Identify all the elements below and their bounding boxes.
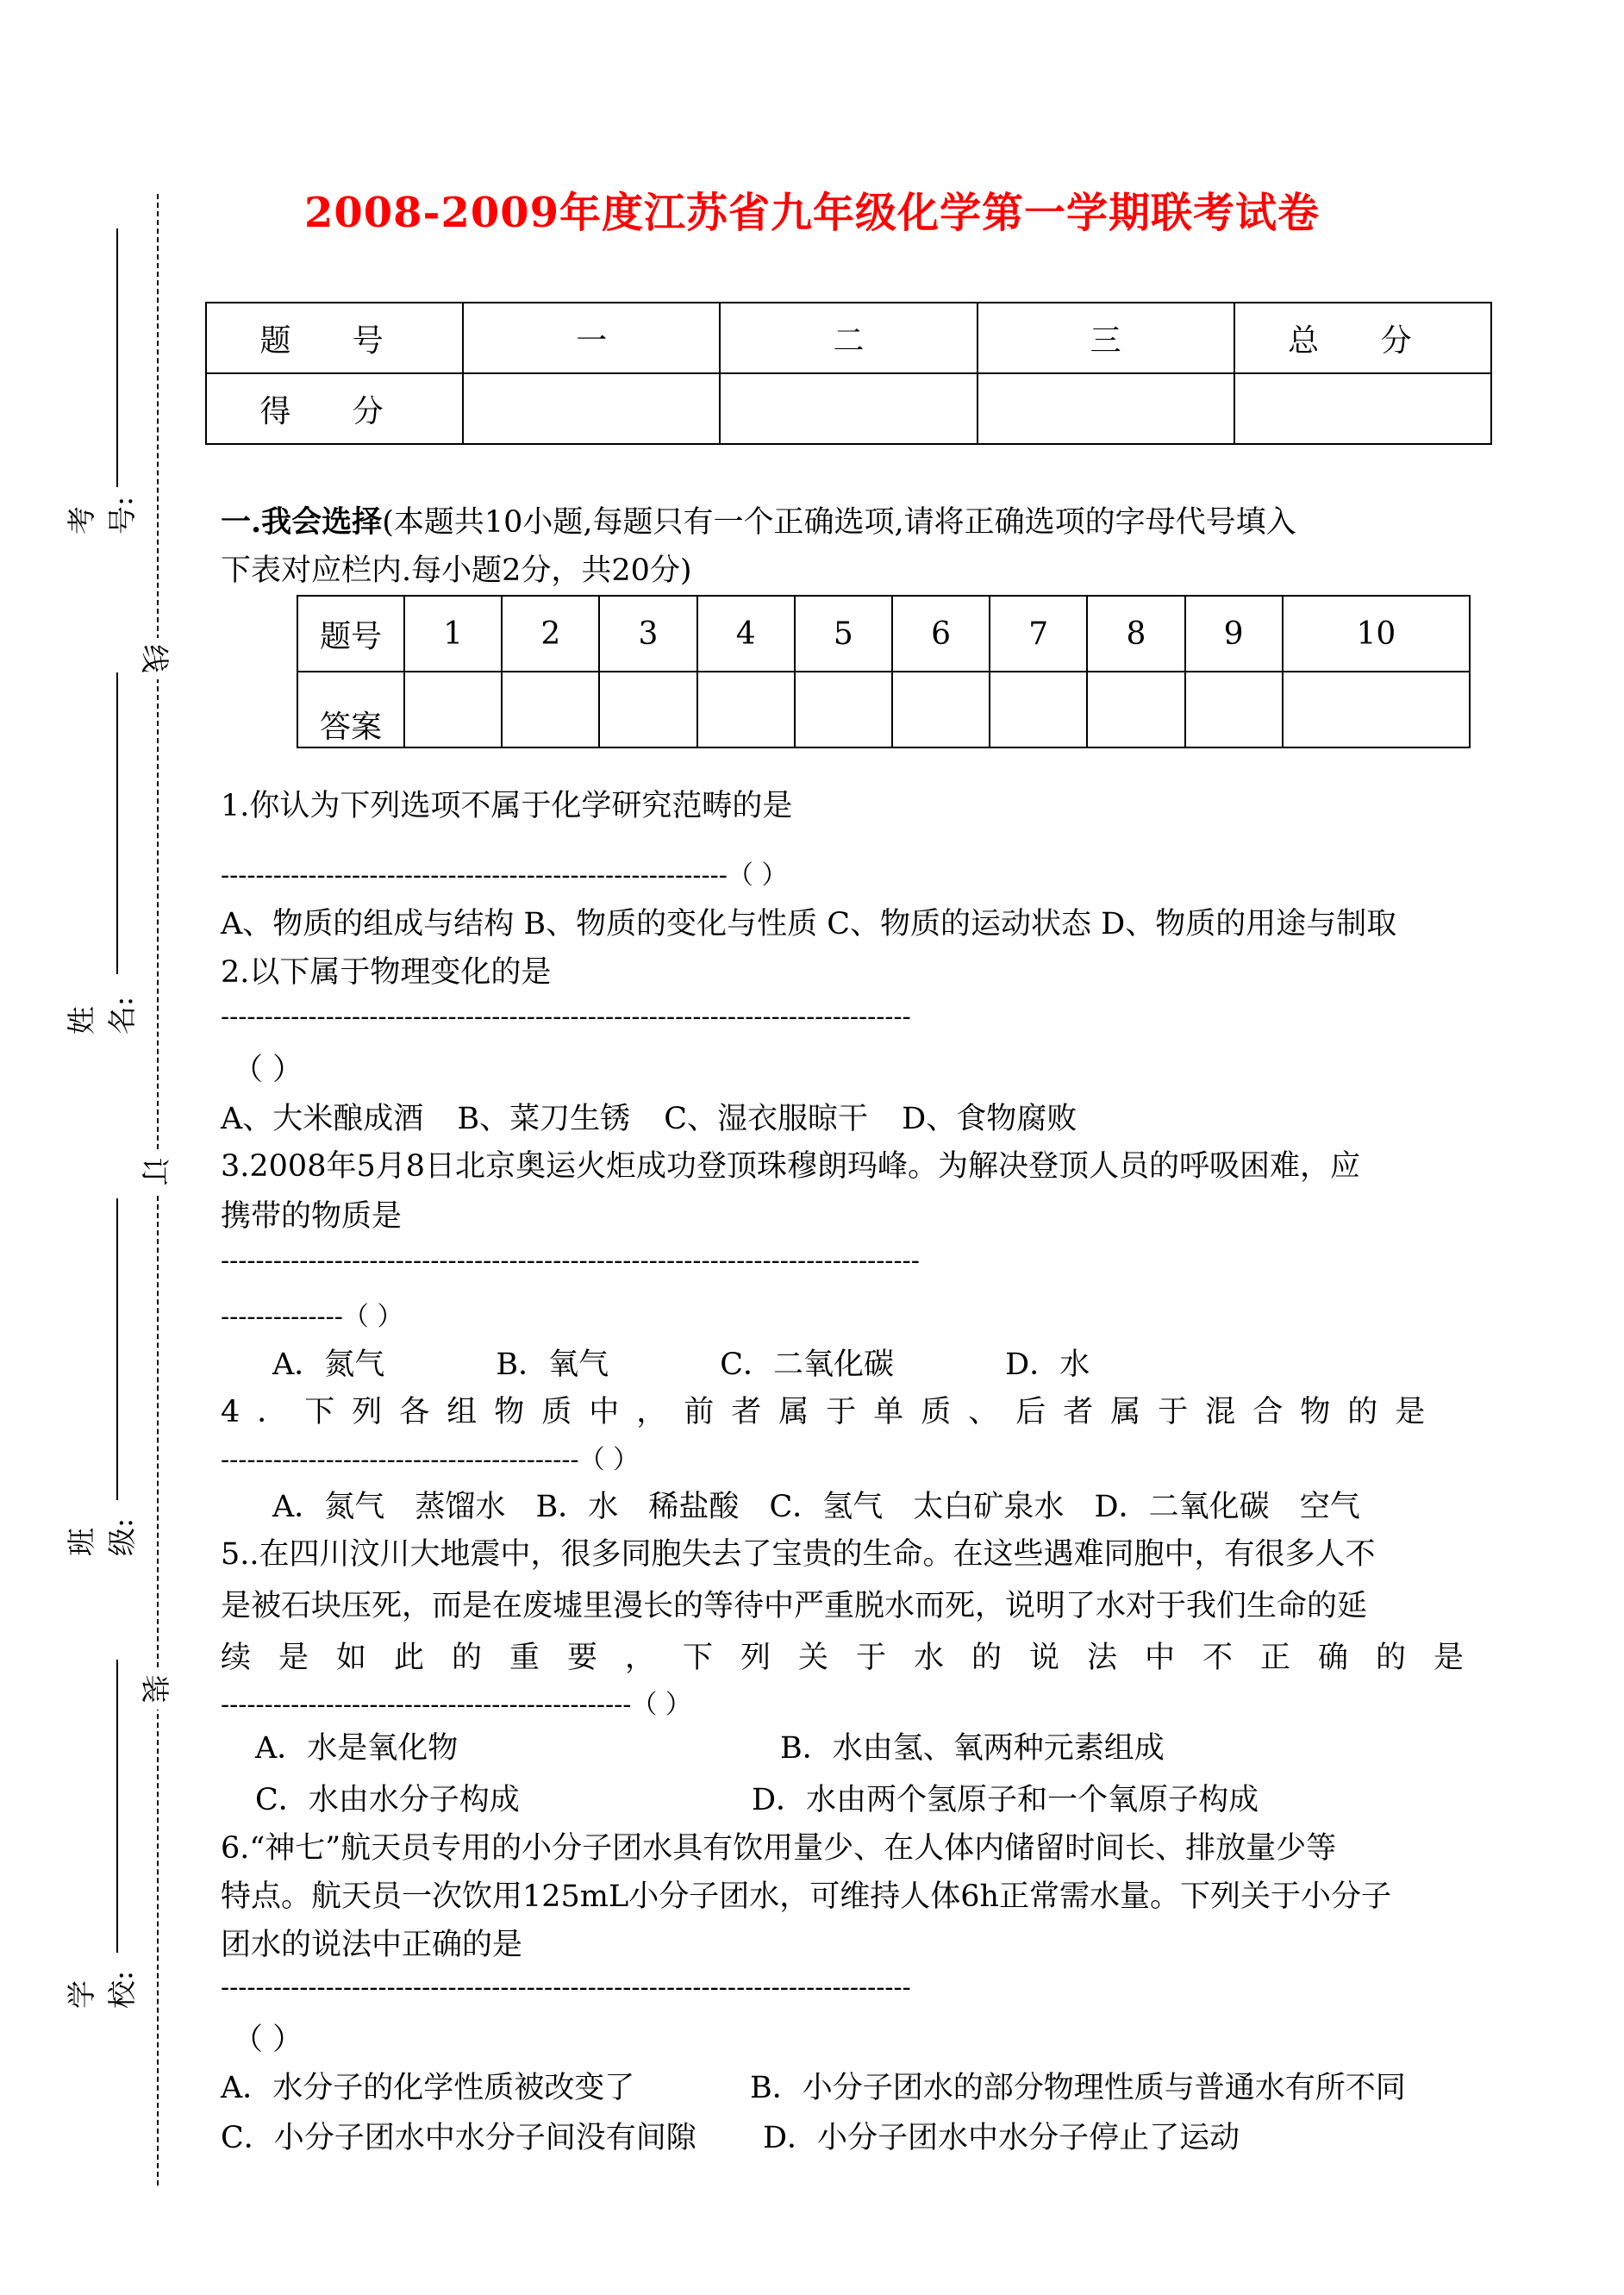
answer-cell[interactable] bbox=[990, 672, 1087, 747]
score-header-part2: 二 bbox=[720, 303, 977, 373]
answer-header-2: 2 bbox=[502, 596, 599, 672]
cut-mark-bind: 装 bbox=[136, 1668, 178, 1710]
q3-dash-line-a: -------------------------------------------------------------------------------- bbox=[221, 1246, 920, 1276]
q5-stem-a: 5..在四川汶川大地震中，很多同胞失去了宝贵的生命。在这些遇难同胞中，有很多人不 bbox=[221, 1537, 1376, 1572]
exam-number-label: 考号: bbox=[65, 496, 139, 535]
name-label: 姓名: bbox=[65, 996, 139, 1035]
answer-header-3: 3 bbox=[599, 596, 696, 672]
answer-cell[interactable] bbox=[1283, 672, 1470, 747]
answer-header-10: 10 bbox=[1283, 596, 1470, 672]
q3-options: A．氮气 B．氧气 C．二氧化碳 D．水 bbox=[272, 1348, 1090, 1382]
score-cell[interactable] bbox=[1234, 373, 1491, 444]
q4-options: A．氮气 蒸馏水 B．水 稀盐酸 C．氢气 太白矿泉水 D．二氧化碳 空气 bbox=[272, 1490, 1360, 1524]
section1-instruction-b: 下表对应栏内.每小题2分，共20分) bbox=[221, 553, 692, 588]
q5-option-c: C．水由水分子构成 bbox=[255, 1783, 520, 1817]
class-label: 班级: bbox=[65, 1517, 139, 1556]
score-header-number: 题 号 bbox=[206, 303, 463, 373]
name-line bbox=[116, 672, 118, 974]
q4-stem: 4．下列各组物质中，前者属于单质、后者属于混合物的是 bbox=[221, 1395, 1443, 1429]
answer-header-5: 5 bbox=[795, 596, 892, 672]
answer-header-label: 题号 bbox=[297, 596, 404, 672]
score-header-part3: 三 bbox=[978, 303, 1234, 373]
q6-stem-c: 团水的说法中正确的是 bbox=[221, 1928, 523, 1962]
q3-stem-b: 携带的物质是 bbox=[221, 1199, 403, 1234]
q6-dash-line: ------------------------------------------------------------------------------- bbox=[221, 1973, 911, 2003]
answer-header-4: 4 bbox=[697, 596, 795, 672]
answer-header-7: 7 bbox=[990, 596, 1087, 672]
answer-cell[interactable] bbox=[795, 672, 892, 747]
answer-header-9: 9 bbox=[1185, 596, 1283, 672]
q5-option-a: A．水是氧化物 bbox=[255, 1731, 459, 1766]
school-line bbox=[116, 1660, 118, 1953]
table-row bbox=[297, 596, 1470, 672]
exam-number-line bbox=[116, 228, 118, 487]
q2-answer-paren: （ ） bbox=[233, 1053, 303, 1087]
score-row-label: 得 分 bbox=[206, 373, 463, 444]
score-cell[interactable] bbox=[720, 373, 977, 444]
q3-stem-a: 3.2008年5月8日北京奥运火炬成功登顶珠穆朗玛峰。为解决登顶人员的呼吸困难，应 bbox=[221, 1149, 1361, 1184]
answer-cell[interactable] bbox=[1087, 672, 1184, 747]
score-table bbox=[205, 302, 1492, 445]
answer-header-6: 6 bbox=[892, 596, 990, 672]
answer-cell[interactable] bbox=[892, 672, 990, 747]
section1-instruction bbox=[221, 498, 1296, 547]
q3-dash-line-b: --------------（ ） bbox=[221, 1302, 403, 1332]
answer-header-1: 1 bbox=[404, 596, 502, 672]
q6-option-c: C．小分子团水中水分子间没有间隙 bbox=[221, 2121, 696, 2155]
q5-option-b: B．水由氢、氧两种元素组成 bbox=[780, 1731, 1165, 1766]
score-header-part1: 一 bbox=[463, 303, 720, 373]
section1-instruction-a: (本题共10小题,每题只有一个正确选项,请将正确选项的字母代号填入 bbox=[382, 505, 1296, 540]
page-title: 2008-2009年度江苏省九年级化学第一学期联考试卷 bbox=[303, 189, 1321, 237]
q6-option-d: D．小分子团水中水分子停止了运动 bbox=[763, 2121, 1240, 2155]
school-label: 学校: bbox=[65, 1970, 139, 2009]
section1-heading: 一.我会选择 bbox=[221, 504, 383, 540]
score-header-total: 总 分 bbox=[1234, 303, 1491, 373]
cut-mark-staple: 订 bbox=[136, 1151, 178, 1192]
cut-mark-line: 线 bbox=[136, 638, 178, 679]
q5-stem-b: 是被石块压死，而是在废墟里漫长的等待中严重脱水而死，说明了水对于我们生命的延 bbox=[221, 1589, 1368, 1623]
q5-stem-c: 续是如此的重要，下列关于水的说法中不正确的是 bbox=[221, 1641, 1492, 1675]
q1-answer-blank: ----------------------------------------------------------（ ） bbox=[221, 860, 788, 891]
class-line bbox=[116, 1198, 118, 1500]
answer-cell[interactable] bbox=[599, 672, 696, 747]
q6-option-a: A．水分子的化学性质被改变了 bbox=[221, 2071, 635, 2105]
answer-cell[interactable] bbox=[697, 672, 795, 747]
answer-header-8: 8 bbox=[1087, 596, 1184, 672]
answer-row-label: 答案 bbox=[297, 672, 404, 747]
table-row bbox=[297, 672, 1470, 747]
answer-cell[interactable] bbox=[502, 672, 599, 747]
q4-answer-blank: -----------------------------------------（ ） bbox=[221, 1445, 640, 1475]
q5-option-d: D．水由两个氢原子和一个氧原子构成 bbox=[752, 1783, 1259, 1817]
q6-stem-b: 特点。航天员一次饮用125mL小分子团水，可维持人体6h正常需水量。下列关于小分子 bbox=[221, 1879, 1392, 1914]
score-cell[interactable] bbox=[978, 373, 1234, 444]
q1-stem: 1.你认为下列选项不属于化学研究范畴的是 bbox=[221, 789, 793, 823]
score-cell[interactable] bbox=[463, 373, 720, 444]
q6-option-b: B．小分子团水的部分物理性质与普通水有所不同 bbox=[750, 2071, 1406, 2105]
q1-options: A、物质的组成与结构 B、物质的变化与性质 C、物质的运动状态 D、物质的用途与制取 bbox=[221, 907, 1397, 941]
answer-cell[interactable] bbox=[404, 672, 502, 747]
q6-answer-paren: （ ） bbox=[233, 2023, 303, 2057]
q2-options: A、大米酿成酒 B、菜刀生锈 C、湿衣服晾干 D、食物腐败 bbox=[221, 1102, 1077, 1136]
answer-cell[interactable] bbox=[1185, 672, 1283, 747]
answer-table bbox=[297, 595, 1471, 748]
table-row bbox=[206, 303, 1491, 373]
table-row bbox=[206, 373, 1491, 444]
q6-stem-a: 6.“神七”航天员专用的小分子团水具有饮用量少、在人体内储留时间长、排放量少等 bbox=[221, 1831, 1337, 1866]
q5-answer-blank: -----------------------------------------------（ ） bbox=[221, 1690, 691, 1720]
q2-dash-line: ------------------------------------------------------------------------------- bbox=[221, 1002, 911, 1032]
q2-stem: 2.以下属于物理变化的是 bbox=[221, 955, 552, 990]
